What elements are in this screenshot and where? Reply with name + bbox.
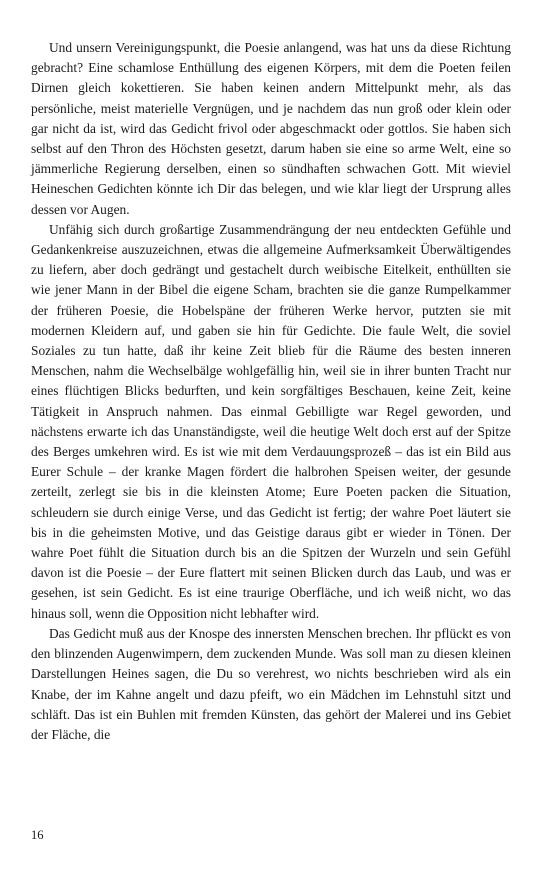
paragraph-1: Und unsern Vereinigungspunkt, die Poesie anlangend, was hat uns da diese Richtung gebracht? Eine schamlose Enthüllung des eigenen Körpers, mit dem die Poeten feilen Dirnen gleich kokettieren. Sie haben keinen andern Mittelpunkt mehr, als das persönliche, meist materielle Vergnügen, und je nachdem das nun groß oder klein oder gar nicht da ist, wird das Gedicht frivol oder abgeschmackt oder gottlos. Sie haben sich selbst auf den Thron des Höchsten gesetzt, darum haben sie eine so arme Welt, eine so jämmerliche Regierung derselben, einen so sündhaften schwachen Gott. Mit wieviel Heineschen Gedichten könnte ich Dir das belegen, und wie klar liegt der Ursprung alles dessen vor Augen. bbox=[31, 40, 511, 217]
paragraph-3: Das Gedicht muß aus der Knospe des innersten Menschen brechen. Ihr pflückt es von den blinzenden Augenwimpern, dem zuckenden Munde. Was soll man zu diesen kleinen Darstellungen Heines sagen, die Du so verehrest, wo nichts beschrieben wird als ein Knabe, der im Kahne angelt und dazu pfeift, wo ein Mädchen im Lehnstuhl sitzt und schläft. Das ist ein Buhlen mit fremden Künsten, das gehört der Malerei und ins Gebiet der Fläche, die bbox=[31, 625, 511, 742]
page-body bbox=[31, 38, 511, 745]
paragraph-2: Unfähig sich durch großartige Zusammendrängung der neu entdeckten Gefühle und Gedankenkreise auszuzeichnen, etwas die allgemeine Aufmerksamkeit Überwältigendes zu liefern, aber doch gedrängt und gestachelt durch weibische Eitelkeit, enthüllten sie wie jener Mann in der Bibel die eigene Scham, brachten sie die ganze Rumpelkammer der früheren Poesie, die Hobelspäne der früheren Werke hervor, putzten sie mit modernen Kleidern auf, und gaben sie hin für Gedichte. Die faule Welt, die soviel Soziales zu tun hatte, daß ihr keine Zeit blieb für die Räume des besten inneren Menschen, nahm die Wechselbälge wohlgefällig hin, weil sie in ihrer bunten Tracht nur eines flüchtigen Blicks bedurften, und kein sorgfältiges Beschauen, keine Zeit, keine Tätigkeit in Anspruch nahmen. Das einmal Gebilligte war Regel geworden, und nächstens erwarte ich das Unanständigste, weil die heutige Welt doch erst auf der Spitze des Berges umkehren wird. Es ist wie mit dem Verdauungsprozeß – das ist ein Bild aus Eurer Schule – der kranke Magen fördert die halbrohen Speisen weiter, der gesunde zerteilt, zerlegt sie bis in die kleinsten Atome; Eure Poeten packen die Situation, schleudern sie durch einige Verse, und das Gedicht ist fertig; der wahre Poet läutert sie bis in die geheimsten Motive, und das Geistige daraus gibt er wieder in Tönen. Der wahre Poet fühlt die Situation durch bis an die Spitzen der Wurzeln und sein Gefühl davon ist die Poesie – der Eure flattert mit seinen Blicken durch das Laub, und was er gesehen, ist sein Gedicht. Es ist eine traurige Oberfläche, und ich weiß nicht, wo das hinaus soll, wenn die Opposition nicht lebhafter wird. bbox=[31, 221, 511, 621]
page-number: 16 bbox=[31, 828, 44, 842]
